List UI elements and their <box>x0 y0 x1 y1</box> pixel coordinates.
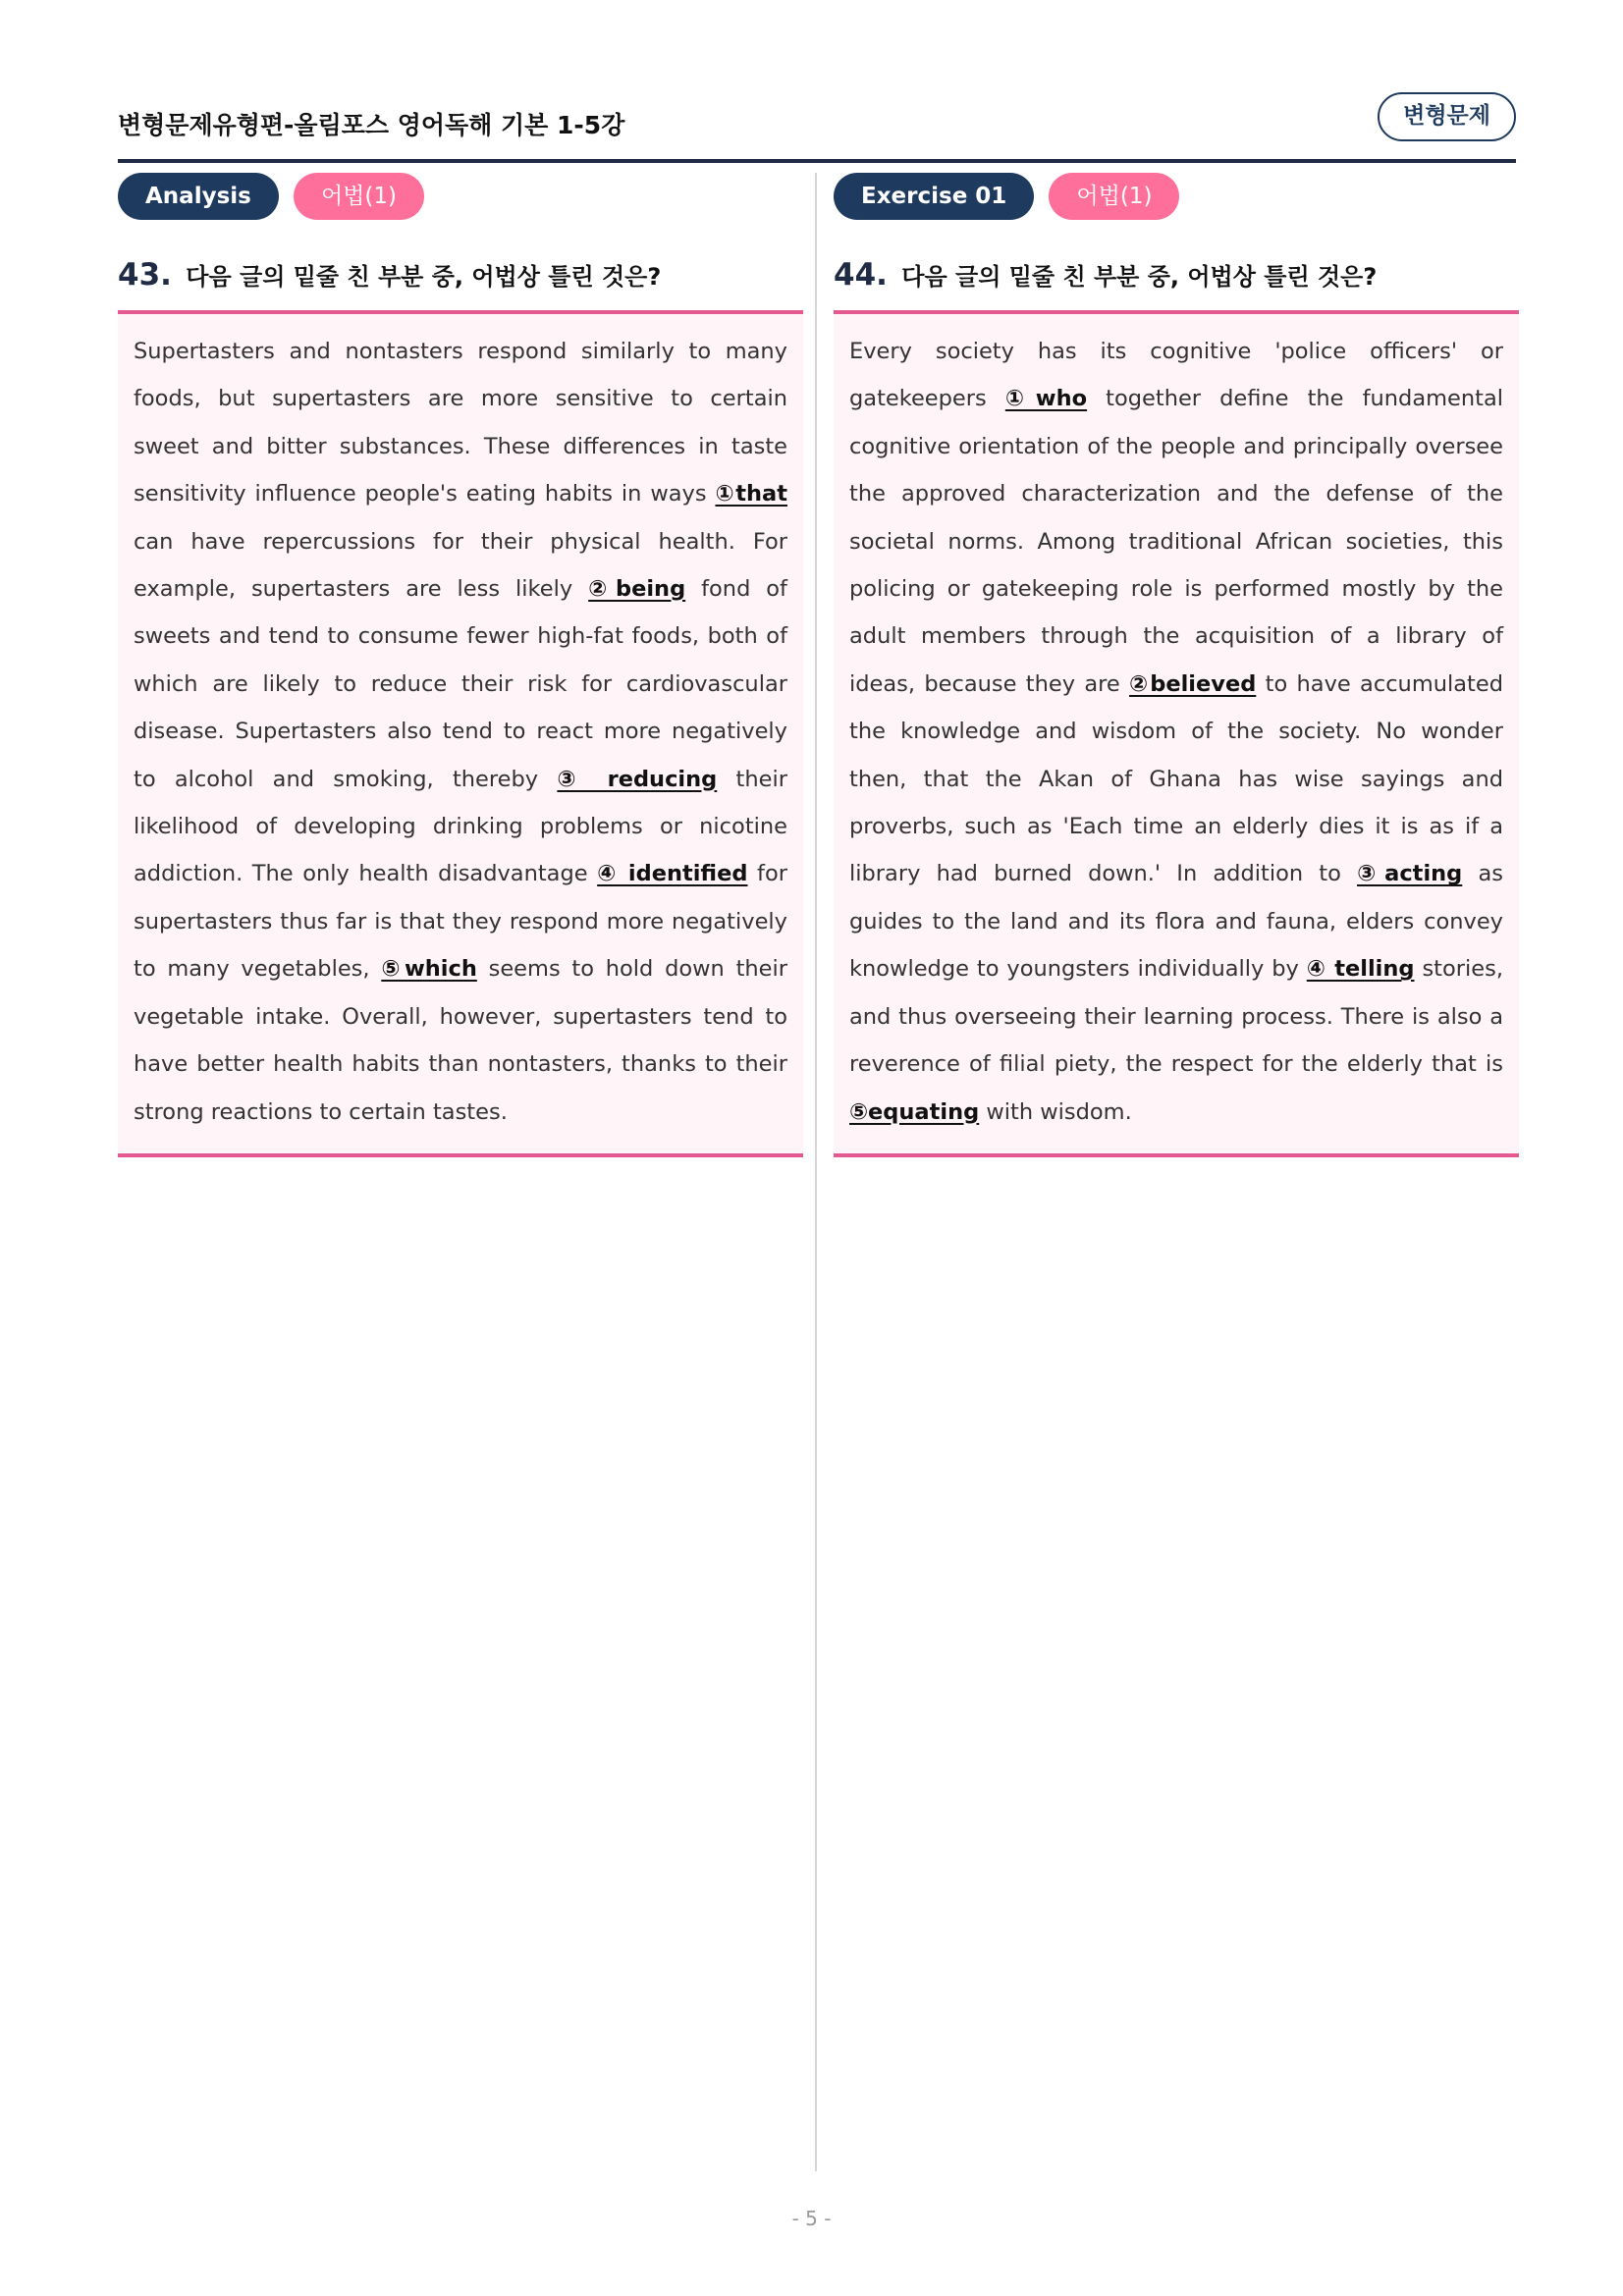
passage-text: can have repercussions for their physical health. For example, supertasters are less likely <box>134 528 787 603</box>
question-prompt: 다음 글의 밑줄 친 부분 중, 어법상 틀린 것은? <box>901 263 1378 291</box>
passage-text: as guides to the land and its flora and fauna, elders convey knowledge to youngsters individually by <box>849 861 1503 983</box>
left-column <box>118 173 803 1157</box>
underlined-choice-4: ④ identified <box>597 861 748 887</box>
page-title: 변형문제유형편-올림포스 영어독해 기본 1-5강 <box>118 111 625 139</box>
page-number: - 5 - <box>791 2207 832 2230</box>
passage-43 <box>118 314 803 1157</box>
underlined-choice-1: ①that <box>715 481 787 507</box>
passage-text: with wisdom. <box>979 1098 1132 1125</box>
underlined-choice-3: ③acting <box>1357 861 1463 887</box>
passage-text: for supertasters thus far is that they respond more negatively to many vegetables, <box>134 861 787 983</box>
exercise-tag: Exercise 01 <box>834 173 1034 220</box>
question-44-heading <box>834 257 1519 314</box>
grammar-tag: 어법(1) <box>1049 173 1179 220</box>
right-column <box>834 173 1519 1157</box>
question-43-heading <box>118 257 803 314</box>
passage-text: together define the fundamental cognitive orientation of the people and principally oversee the approved characterization and the defense of the societal norms. Among traditional African societies, this policing or gatekeeping role is performed mostly by the adult members through the acquisition of a library of ideas, because they are <box>849 386 1504 697</box>
left-tags <box>118 173 803 222</box>
passage-text: their likelihood of developing drinking problems or nicotine addiction. The only health disadvantage <box>134 766 787 887</box>
question-number: 44. <box>834 257 888 293</box>
passage-text: fond of sweets and tend to consume fewer high-fat foods, both of which are likely to reduce their risk for cardiovascular disease. Supertasters also tend to react more negatively to alcohol and smoking, thereby <box>134 576 787 792</box>
column-divider <box>815 173 817 2171</box>
passage-text: stories, and thus overseeing their learning process. There is also a reverence of filial piety, the respect for the elderly that is <box>849 956 1503 1078</box>
question-number: 43. <box>118 257 172 293</box>
type-badge: 변형문제 <box>1378 92 1516 141</box>
passage-text: seems to hold down their vegetable intake. Overall, however, supertasters tend to have better health habits than nontasters, thanks to their strong reactions to certain tastes. <box>134 956 787 1125</box>
passage-text: Supertasters and nontasters respond similarly to many foods, but supertasters are more sensitive to certain sweet and bitter substances. These differences in taste sensitivity influence people's eating habits in ways <box>134 339 787 507</box>
right-tags <box>834 173 1519 222</box>
analysis-tag: Analysis <box>118 173 279 220</box>
underlined-choice-5: ⑤equating <box>849 1098 980 1125</box>
underlined-choice-5: ⑤which <box>381 956 477 983</box>
question-prompt: 다음 글의 밑줄 친 부분 중, 어법상 틀린 것은? <box>186 263 662 291</box>
page-header <box>118 90 1516 163</box>
underlined-choice-2: ②being <box>588 576 686 603</box>
passage-text: to have accumulated the knowledge and wisdom of the society. No wonder then, that the Akan of Ghana has wise sayings and proverbs, such as 'Each time an elderly dies it is as if a library had burned down.' In addition to <box>849 670 1503 887</box>
underlined-choice-2: ②believed <box>1129 670 1257 697</box>
underlined-choice-3: ③ reducing <box>557 766 718 792</box>
underlined-choice-4: ④ telling <box>1306 956 1415 983</box>
passage-44 <box>834 314 1519 1157</box>
grammar-tag: 어법(1) <box>294 173 424 220</box>
passage-text: Every society has its cognitive 'police officers' or gatekeepers <box>849 339 1503 412</box>
underlined-choice-1: ①who <box>1004 386 1088 412</box>
